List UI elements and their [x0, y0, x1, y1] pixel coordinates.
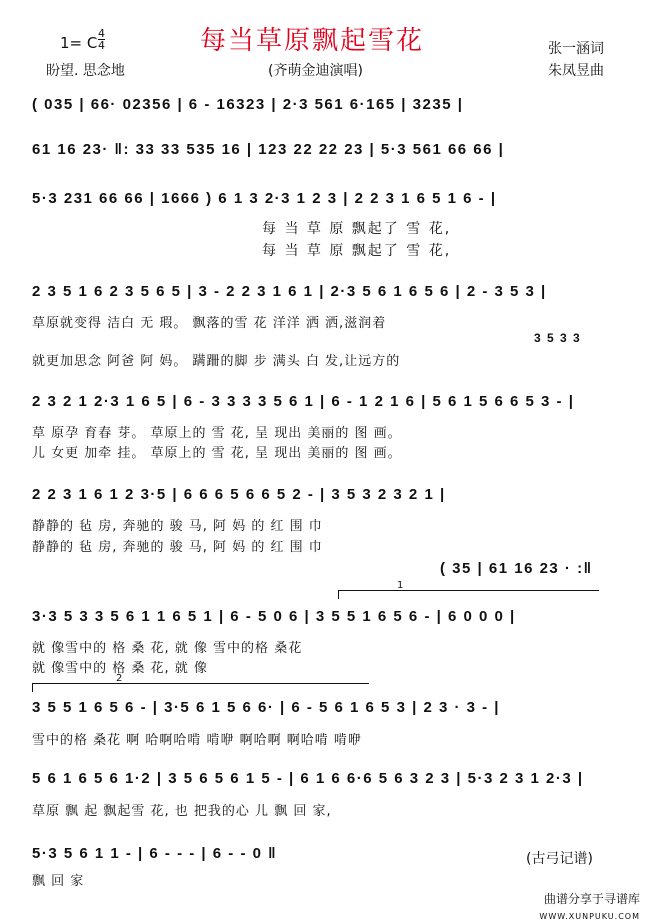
watermark-url: WWW.XUNPUKU.COM — [539, 912, 640, 921]
lyric-line-6a: 静静的 毡 房, 奔驰的 骏 马, 阿 妈 的 红 围 巾 — [32, 519, 323, 534]
lyric-line-8b: 就 像雪中的 格 桑 花, 就 像 — [32, 661, 208, 676]
meter-top: 4 — [98, 27, 105, 40]
notation-line-4: 2 3 5 1 6 2 3 5 6 5 | 3 - 2 2 3 1 6 1 | 2·3 5 6 1 6 5 6 | 2 - 3 5 3 | — [32, 283, 547, 300]
volta-number-1: 1 — [397, 580, 404, 591]
notation-line-6: 2 2 3 1 6 1 2 3·5 | 6 6 6 5 6 6 5 2 - | 3 5 3 2 3 2 1 | — [32, 486, 446, 503]
notation-line-2: 61 16 23· ‖: 33 33 535 16 | 123 22 22 23 | 5·3 561 66 66 | — [32, 141, 505, 158]
lyric-line-5a: 草 原孕 育春 芽。 草原上的 雪 花, 呈 现出 美丽的 图 画。 — [32, 426, 402, 441]
song-title: 每当草原飘起雪花 — [200, 26, 425, 56]
lyric-line-4a: 草原就变得 洁白 无 瑕。 飘落的雪 花 洋洋 洒 洒,滋润着 — [32, 316, 387, 331]
watermark-share: 曲谱分享于寻谱库 — [543, 892, 640, 906]
notation-line-8: 3·3 5 3 3 5 6 1 1 6 5 1 | 6 - 5 0 6 | 3 5 5 1 6 5 6 - | 6 0 0 0 | — [32, 608, 516, 625]
volta-number-2: 2 — [116, 673, 123, 684]
performer: (齐萌金迪演唱) — [268, 63, 363, 79]
time-signature — [98, 28, 105, 51]
lyric-line-8a: 就 像雪中的 格 桑 花, 就 像 雪中的格 桑花 — [32, 641, 303, 656]
notation-line-5: 2 3 2 1 2·3 1 6 5 | 6 - 3 3 3 3 5 6 1 | 6 - 1 2 1 6 | 5 6 1 5 6 6 5 3 - | — [32, 393, 575, 410]
performance-direction: 盼望. 思念地 — [46, 63, 125, 79]
lyric-line-3b: 每 当 草 原 飘起了 雪 花, — [262, 243, 452, 259]
volta-bracket-2 — [32, 683, 369, 692]
transcriber-credit: (古弓记谱) — [526, 851, 593, 867]
composer: 朱凤昱曲 — [548, 63, 604, 79]
lyric-line-4b: 就更加思念 阿爸 阿 妈。 蹒跚的脚 步 满头 白 发,让远方的 — [32, 354, 401, 369]
notation-line-10: 5 6 1 6 5 6 1·2 | 3 5 6 5 6 1 5 - | 6 1 6 6·6 5 6 3 2 3 | 5·3 2 3 1 2·3 | — [32, 770, 584, 787]
notation-line-11: 5·3 5 6 1 1 - | 6 - - - | 6 - - 0 ‖ — [32, 845, 278, 862]
ossia-notes: 3 5 3 3 — [534, 331, 582, 345]
lyricist: 张一涵词 — [548, 41, 604, 57]
lyric-line-10a: 草原 飘 起 飘起雪 花, 也 把我的心 儿 飘 回 家, — [32, 804, 332, 819]
notation-line-7: ( 35 | 61 16 23 · :‖ — [440, 560, 593, 577]
lyric-line-9a: 雪中的格 桑花 啊 哈啊哈啃 啃咿 啊哈啊 啊哈啃 啃咿 — [32, 733, 362, 748]
volta-bracket-1 — [338, 590, 599, 599]
key-signature: 1= C — [60, 34, 98, 52]
lyric-line-5b: 儿 女更 加牵 挂。 草原上的 雪 花, 呈 现出 美丽的 图 画。 — [32, 446, 402, 461]
notation-line-9: 3 5 5 1 6 5 6 - | 3·5 6 1 5 6 6· | 6 - 5 6 1 6 5 3 | 2 3 · 3 - | — [32, 699, 500, 716]
lyric-line-3a: 每 当 草 原 飘起了 雪 花, — [262, 221, 452, 237]
meter-bottom: 4 — [98, 39, 105, 52]
lyric-line-6b: 静静的 毡 房, 奔驰的 骏 马, 阿 妈 的 红 围 巾 — [32, 540, 323, 555]
lyric-line-11a: 飘 回 家 — [32, 874, 85, 889]
notation-line-3: 5·3 231 66 66 | 1666 ) 6 1 3 2·3 1 2 3 | 2 2 3 1 6 5 1 6 - | — [32, 190, 497, 207]
notation-line-1: ( 035 | 66· 02356 | 6 - 16323 | 2·3 561 6·165 | 3235 | — [32, 96, 464, 113]
